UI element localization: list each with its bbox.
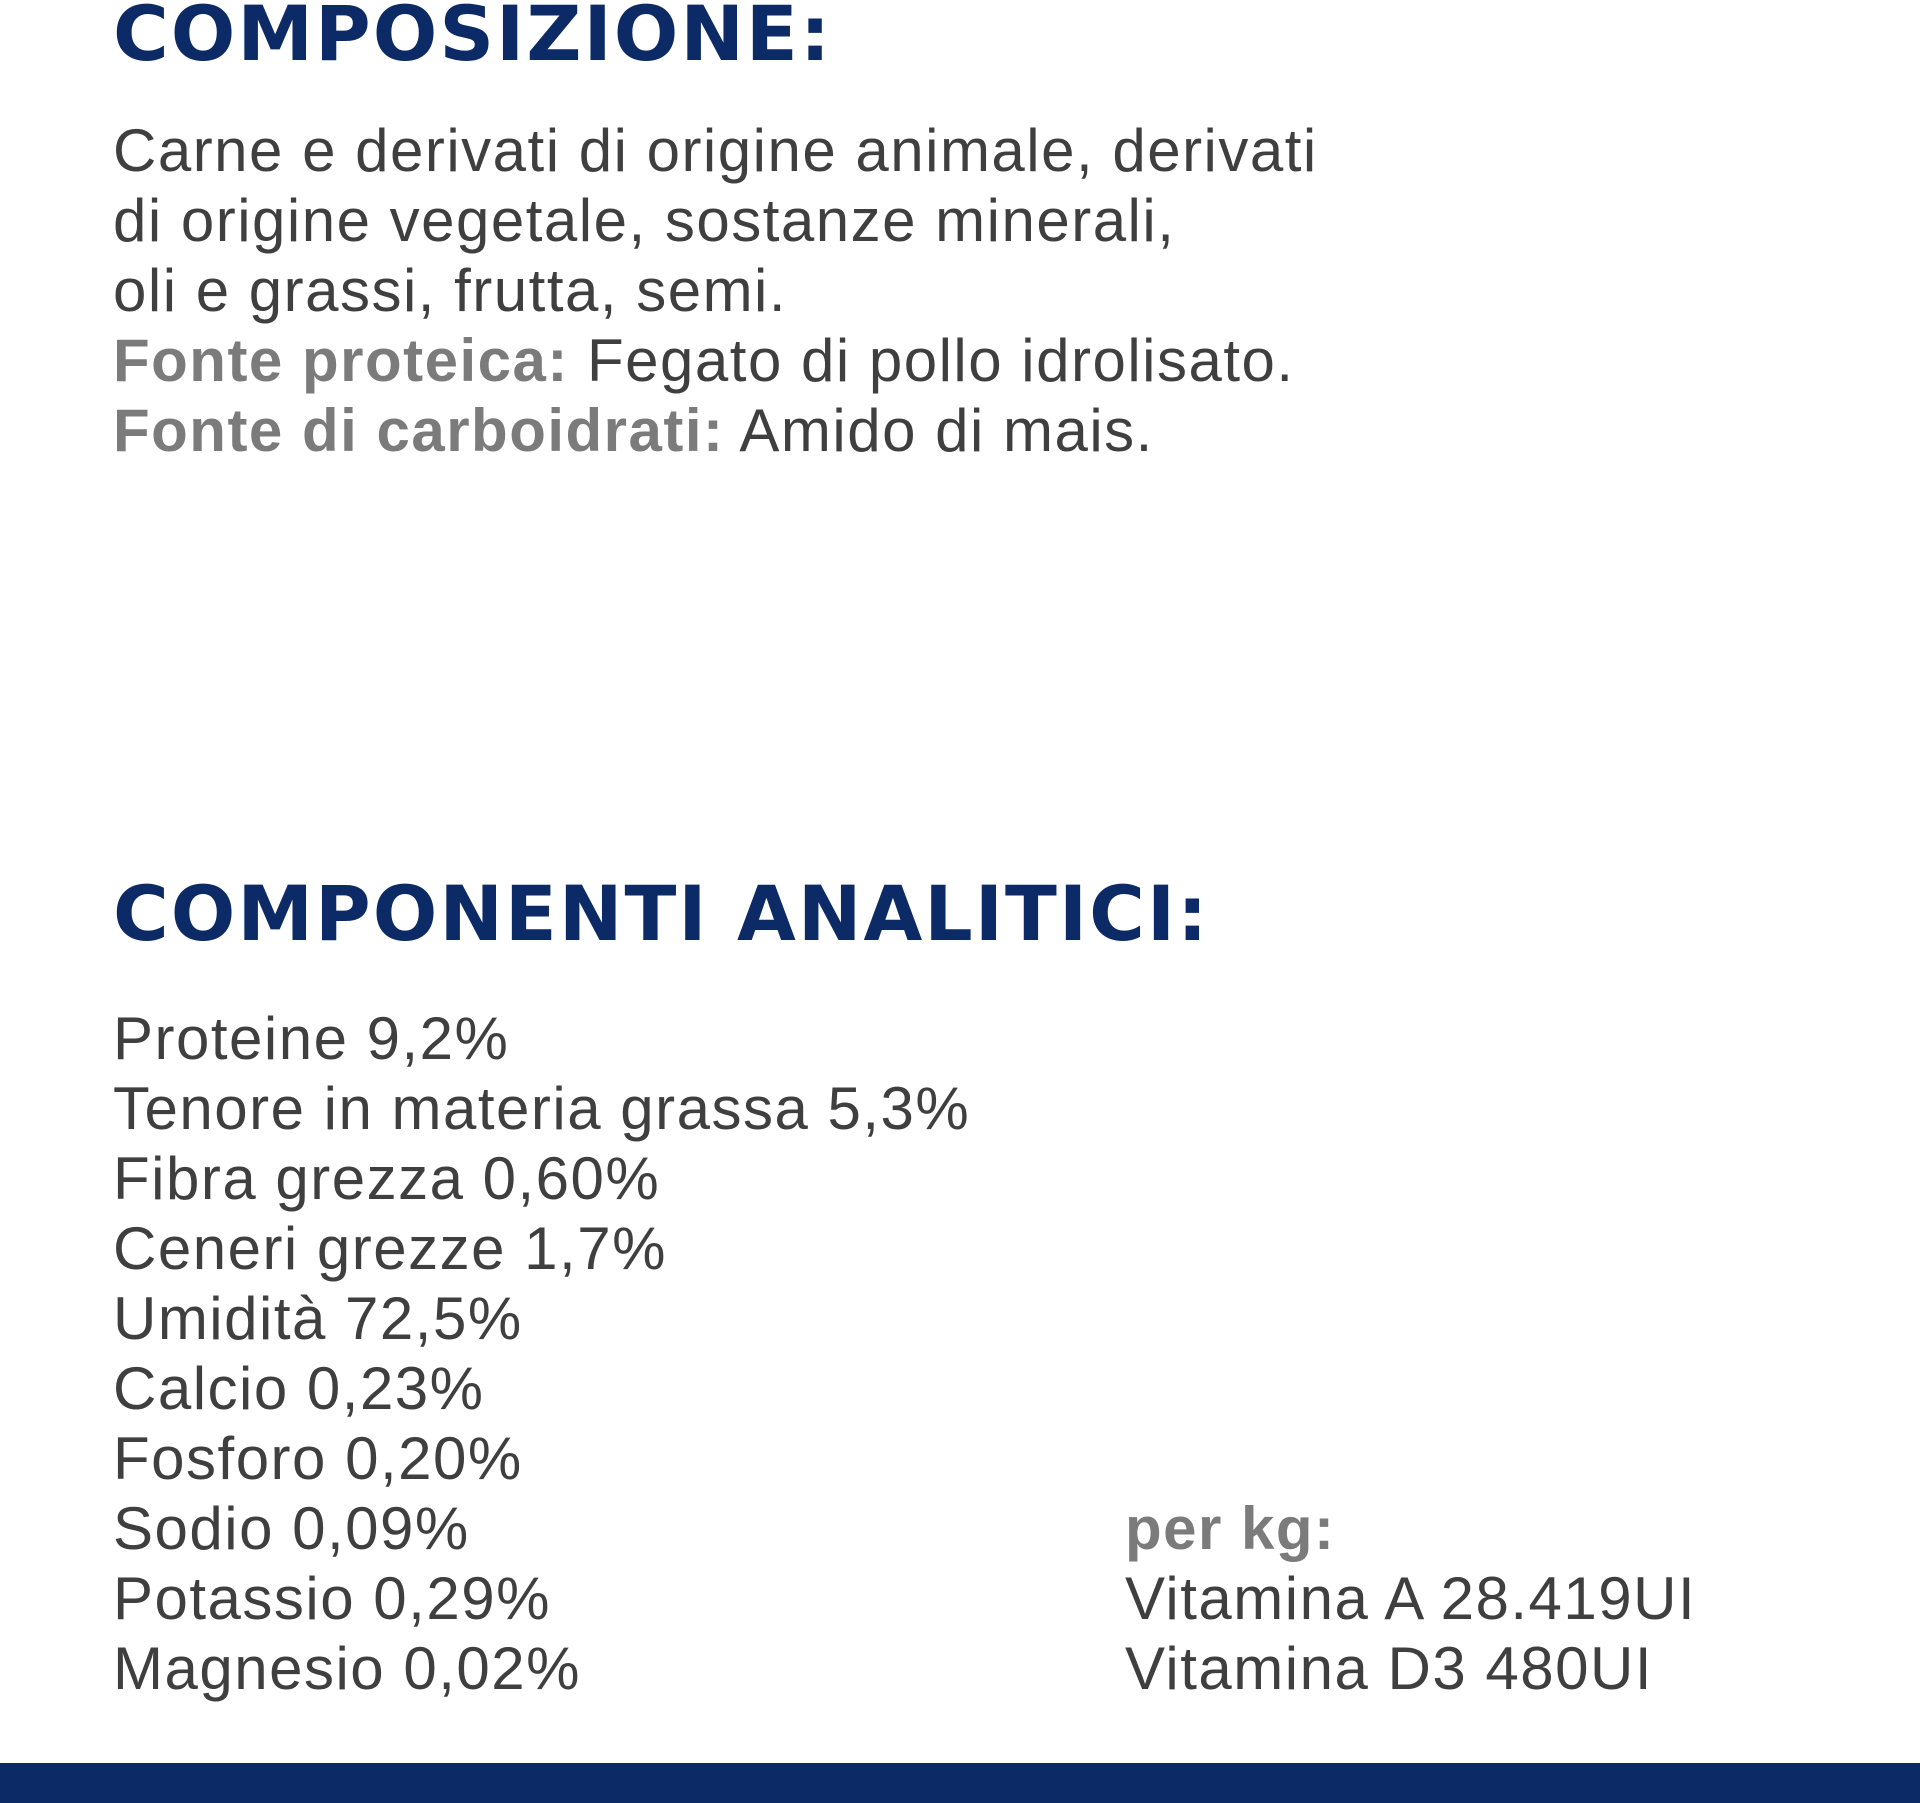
analytical-item: Umidità 72,5% [113,1285,523,1352]
protein-source-label: Fonte proteica: [113,327,569,394]
per-kg-block [1125,1494,1696,1704]
analytical-item: Calcio 0,23% [113,1355,485,1422]
analytical-item: Ceneri grezze 1,7% [113,1215,667,1282]
analytical-item: Fibra grezza 0,60% [113,1145,661,1212]
composition-line: di origine vegetale, sostanze minerali, [113,187,1176,254]
analytical-item: Sodio 0,09% [113,1495,470,1562]
analytical-item: Potassio 0,29% [113,1565,551,1632]
footer-bar [0,1763,1920,1803]
vitamin-item: Vitamina D3 480UI [1125,1635,1653,1702]
composition-line: Carne e derivati di origine animale, derivati [113,117,1318,184]
analytical-item: Magnesio 0,02% [113,1635,581,1702]
analytical-list [113,1004,970,1704]
per-kg-label: per kg: [1125,1495,1336,1562]
composition-line: oli e grassi, frutta, semi. [113,257,788,324]
composition-text [113,116,1318,466]
analytical-item: Fosforo 0,20% [113,1425,523,1492]
vitamin-item: Vitamina A 28.419UI [1125,1565,1697,1632]
protein-source-value: Fegato di pollo idrolisato. [568,327,1295,394]
analytical-heading: COMPONENTI ANALITICI: [113,869,1210,958]
analytical-item: Tenore in materia grassa 5,3% [113,1075,971,1142]
carb-source-label: Fonte di carboidrati: [113,397,725,464]
carb-source-value: Amido di mais. [724,397,1154,464]
composition-heading: COMPOSIZIONE: [113,0,833,78]
protein-source-line [113,326,1318,396]
analytical-item: Proteine 9,2% [113,1005,510,1072]
carb-source-line [113,396,1318,466]
